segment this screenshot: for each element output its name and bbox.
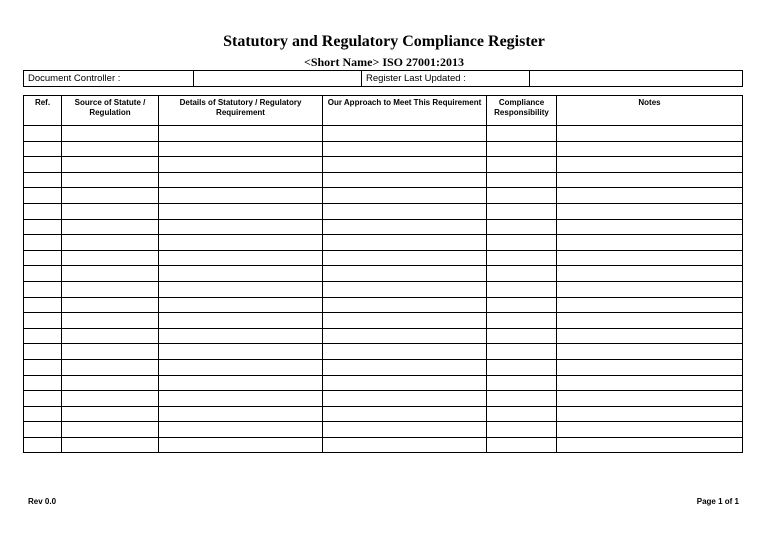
cell-ref[interactable] [24,391,62,407]
cell-approach[interactable] [323,437,487,453]
table-header-row [24,96,743,126]
cell-details[interactable] [159,313,323,329]
cell-approach[interactable] [323,422,487,438]
table-row [24,266,743,282]
cell-ref[interactable] [24,281,62,297]
cell-responsibility[interactable] [487,391,557,407]
cell-responsibility[interactable] [487,203,557,219]
page-number: Page 1 of 1 [696,497,739,506]
cell-ref[interactable] [24,297,62,313]
cell-source[interactable] [62,219,159,235]
cell-approach[interactable] [323,188,487,204]
cell-ref[interactable] [24,406,62,422]
cell-responsibility[interactable] [487,406,557,422]
header-approach: Our Approach to Meet This Requirement [323,96,487,126]
cell-responsibility[interactable] [487,219,557,235]
cell-ref[interactable] [24,266,62,282]
cell-responsibility[interactable] [487,281,557,297]
cell-details[interactable] [159,219,323,235]
table-row [24,375,743,391]
cell-notes[interactable] [557,281,743,297]
cell-ref[interactable] [24,344,62,360]
cell-ref[interactable] [24,250,62,266]
cell-responsibility[interactable] [487,250,557,266]
header-details: Details of Statutory / Regulatory Requirement [159,96,323,126]
cell-source[interactable] [62,406,159,422]
cell-source[interactable] [62,422,159,438]
cell-ref[interactable] [24,328,62,344]
cell-notes[interactable] [557,422,743,438]
cell-responsibility[interactable] [487,235,557,251]
cell-notes[interactable] [557,266,743,282]
cell-approach[interactable] [323,391,487,407]
table-row [24,235,743,251]
cell-responsibility[interactable] [487,344,557,360]
table-row [24,188,743,204]
cell-details[interactable] [159,203,323,219]
table-row [24,422,743,438]
table-row [24,391,743,407]
cell-responsibility[interactable] [487,297,557,313]
cell-responsibility[interactable] [487,126,557,142]
revision-label: Rev 0.0 [28,497,57,506]
cell-approach[interactable] [323,266,487,282]
header-source: Source of Statute / Regulation [62,96,159,126]
cell-notes[interactable] [557,219,743,235]
cell-source[interactable] [62,375,159,391]
cell-source[interactable] [62,126,159,142]
cell-details[interactable] [159,375,323,391]
cell-responsibility[interactable] [487,157,557,173]
table-row [24,250,743,266]
cell-details[interactable] [159,422,323,438]
cell-source[interactable] [62,437,159,453]
cell-responsibility[interactable] [487,141,557,157]
cell-ref[interactable] [24,219,62,235]
cell-source[interactable] [62,313,159,329]
cell-ref[interactable] [24,172,62,188]
cell-ref[interactable] [24,359,62,375]
cell-approach[interactable] [323,250,487,266]
cell-ref[interactable] [24,375,62,391]
table-row [24,126,743,142]
cell-approach[interactable] [323,126,487,142]
header-notes: Notes [557,96,743,126]
document-controller-label: Document Controller : [24,71,194,87]
cell-notes[interactable] [557,375,743,391]
cell-details[interactable] [159,391,323,407]
cell-responsibility[interactable] [487,375,557,391]
cell-approach[interactable] [323,219,487,235]
cell-source[interactable] [62,203,159,219]
cell-approach[interactable] [323,203,487,219]
cell-source[interactable] [62,281,159,297]
cell-notes[interactable] [557,157,743,173]
cell-details[interactable] [159,344,323,360]
document-subtitle: <Short Name> ISO 27001:2013 [303,55,464,69]
cell-approach[interactable] [323,328,487,344]
register-updated-label: Register Last Updated : [362,71,530,87]
cell-source[interactable] [62,297,159,313]
cell-notes[interactable] [557,297,743,313]
cell-details[interactable] [159,437,323,453]
cell-ref[interactable] [24,126,62,142]
cell-notes[interactable] [557,188,743,204]
cell-details[interactable] [159,328,323,344]
cell-ref[interactable] [24,188,62,204]
document-controller-field[interactable] [194,71,362,87]
cell-details[interactable] [159,235,323,251]
cell-details[interactable] [159,250,323,266]
cell-notes[interactable] [557,250,743,266]
cell-ref[interactable] [24,422,62,438]
cell-source[interactable] [62,188,159,204]
cell-source[interactable] [62,391,159,407]
cell-ref[interactable] [24,141,62,157]
cell-source[interactable] [62,266,159,282]
cell-notes[interactable] [557,391,743,407]
cell-source[interactable] [62,235,159,251]
table-row [24,219,743,235]
cell-approach[interactable] [323,313,487,329]
table-row [24,359,743,375]
cell-notes[interactable] [557,235,743,251]
cell-source[interactable] [62,250,159,266]
table-row [24,281,743,297]
cell-approach[interactable] [323,375,487,391]
table-row [24,344,743,360]
cell-responsibility[interactable] [487,437,557,453]
cell-notes[interactable] [557,126,743,142]
compliance-register-table [23,95,743,453]
cell-responsibility[interactable] [487,328,557,344]
cell-source[interactable] [62,359,159,375]
cell-approach[interactable] [323,281,487,297]
cell-details[interactable] [159,157,323,173]
cell-approach[interactable] [323,157,487,173]
cell-approach[interactable] [323,359,487,375]
cell-responsibility[interactable] [487,422,557,438]
cell-details[interactable] [159,266,323,282]
cell-notes[interactable] [557,141,743,157]
cell-notes[interactable] [557,203,743,219]
cell-approach[interactable] [323,297,487,313]
register-meta-table [23,70,743,87]
cell-approach[interactable] [323,235,487,251]
cell-ref[interactable] [24,235,62,251]
cell-source[interactable] [62,328,159,344]
cell-source[interactable] [62,141,159,157]
register-body [24,126,743,453]
cell-details[interactable] [159,172,323,188]
cell-ref[interactable] [24,437,62,453]
table-row [24,297,743,313]
cell-source[interactable] [62,172,159,188]
header-ref: Ref. [24,96,62,126]
cell-notes[interactable] [557,344,743,360]
cell-ref[interactable] [24,313,62,329]
table-row [24,157,743,173]
cell-details[interactable] [159,126,323,142]
cell-notes[interactable] [557,313,743,329]
cell-details[interactable] [159,281,323,297]
cell-approach[interactable] [323,344,487,360]
cell-responsibility[interactable] [487,313,557,329]
table-row [24,437,743,453]
cell-details[interactable] [159,359,323,375]
cell-source[interactable] [62,157,159,173]
cell-details[interactable] [159,297,323,313]
cell-notes[interactable] [557,172,743,188]
cell-details[interactable] [159,141,323,157]
cell-ref[interactable] [24,157,62,173]
cell-ref[interactable] [24,203,62,219]
header-responsibility: Compliance Responsibility [487,96,557,126]
cell-details[interactable] [159,406,323,422]
table-row [24,203,743,219]
cell-responsibility[interactable] [487,359,557,375]
document-title: Statutory and Regulatory Compliance Register [223,33,545,50]
cell-notes[interactable] [557,437,743,453]
cell-notes[interactable] [557,359,743,375]
cell-source[interactable] [62,344,159,360]
cell-responsibility[interactable] [487,266,557,282]
table-row [24,328,743,344]
table-row [24,313,743,329]
cell-notes[interactable] [557,406,743,422]
table-row [24,172,743,188]
cell-responsibility[interactable] [487,172,557,188]
cell-notes[interactable] [557,328,743,344]
cell-approach[interactable] [323,172,487,188]
table-row [24,141,743,157]
cell-approach[interactable] [323,141,487,157]
table-row [24,406,743,422]
cell-approach[interactable] [323,406,487,422]
cell-details[interactable] [159,188,323,204]
register-updated-field[interactable] [530,71,743,87]
cell-responsibility[interactable] [487,188,557,204]
